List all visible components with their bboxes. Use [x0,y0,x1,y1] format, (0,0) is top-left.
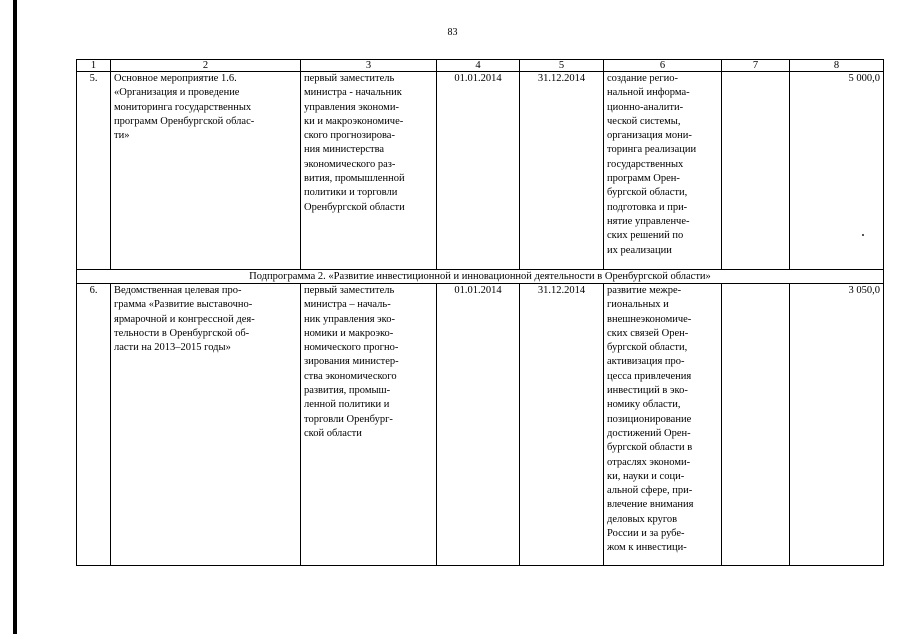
row-number: 5. [77,72,111,270]
page-number: 83 [447,27,458,38]
responsible-executor [301,284,437,566]
result-text: создание регио- нальной информа- ционно-аналити- ческой системы, организация мони- торинга реализации государственных программ Орен- бургской области, подготовка и при- нятие управленче- ских решений по их реализации [607,73,697,256]
row-number: 6. [77,284,111,566]
header-col-2: 2 [111,60,301,72]
header-col-3: 3 [301,60,437,72]
subprogram-title: Подпрограмма 2. «Развитие инвестиционной и инновационной деятельности в Оренбургской области» [77,270,884,284]
header-col-1: 1 [77,60,111,72]
col7-cell [722,72,790,270]
event-name-text: Ведомственная целевая про- грамма «Развитие выставочно- ярмарочной и конгрессной дея- тельности в Оренбургской об- ласти на 2013–2015 годы» [114,285,255,354]
table-row [77,72,884,270]
program-table [76,59,884,566]
event-name-text: Основное мероприятие 1.6. «Организация и проведение мониторинга государственных программ Оренбургской облас- ти» [114,73,255,142]
event-name [111,284,301,566]
table-row [77,284,884,566]
start-date: 01.01.2014 [437,72,520,270]
header-col-5: 5 [520,60,604,72]
header-col-7: 7 [722,60,790,72]
result-text: развитие межре- гиональных и внешнеэкономиче- ских связей Орен- бургской области, активизация про- цесса привлечения инвестиций в эко- номику области, позиционирование достижений Орен- бургской области в отраслях экономи- ки, науки и соци- альной сфере, при- влечение внимания деловых кругов России и за рубе- жом к инвестици- [607,285,694,554]
responsible-text: первый заместитель министра – началь- ник управления эко- номики и макроэко- номического прогно- зирования министер- ства экономического развития, промыш- ленной политики и торговли Оренбург- ской области [304,285,399,439]
end-date: 31.12.2014 [520,284,604,566]
event-name [111,72,301,270]
left-margin-line [13,0,17,634]
funding-amount: 3 050,0 [790,284,884,566]
header-col-8: 8 [790,60,884,72]
end-date: 31.12.2014 [520,72,604,270]
funding-amount: 5 000,0 [790,72,884,270]
subprogram-row [77,270,884,284]
expected-result [604,72,722,270]
header-col-6: 6 [604,60,722,72]
responsible-executor [301,72,437,270]
scan-speck [862,234,864,236]
responsible-text: первый заместитель министра - начальник управления экономи- ки и макроэкономиче- ского прогнозирова- ния министерства экономического раз- вития, промышленной политики и торговли Оренбургской области [304,73,405,213]
header-col-4: 4 [437,60,520,72]
table-header-row [77,60,884,72]
col7-cell [722,284,790,566]
expected-result [604,284,722,566]
start-date: 01.01.2014 [437,284,520,566]
